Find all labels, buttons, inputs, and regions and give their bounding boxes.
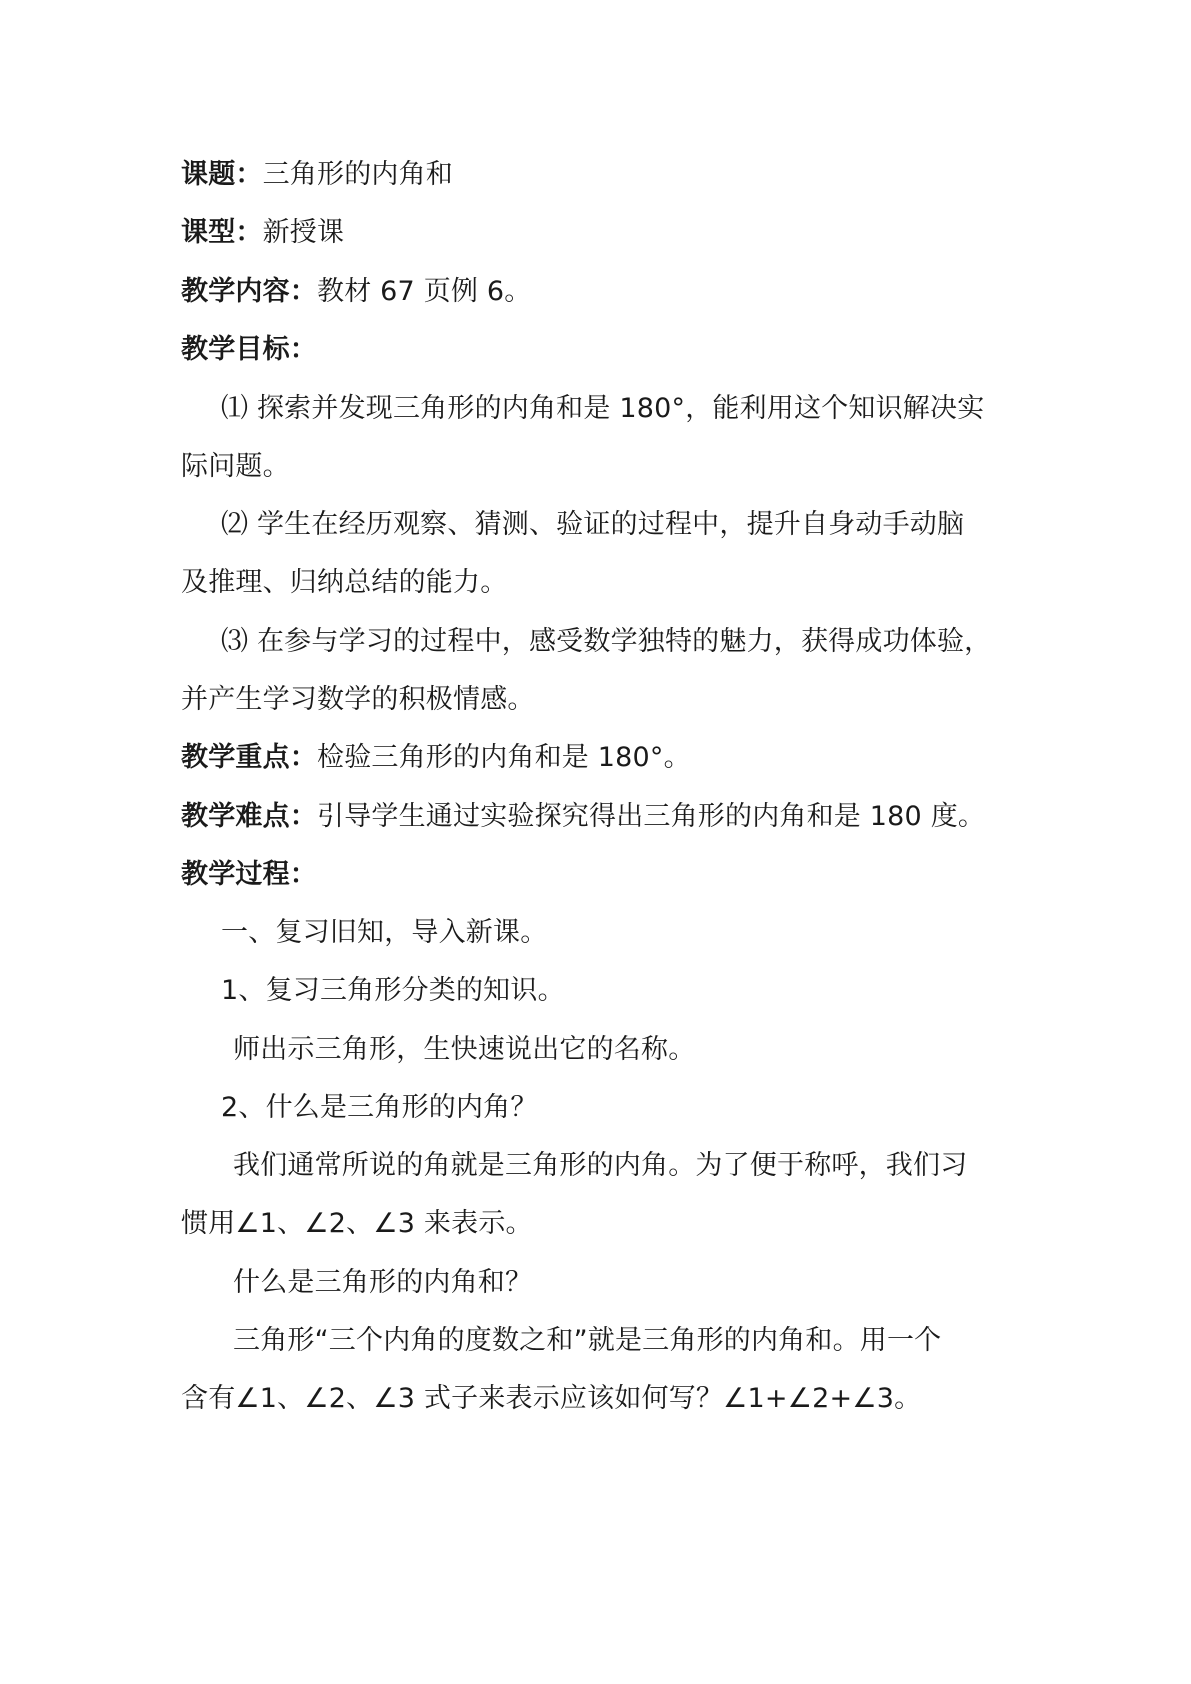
step-1-text: 师出示三角形，生快速说出它的名称。 (233, 1034, 696, 1065)
question-line: 什么是三角形的内角和？ (233, 1267, 533, 1298)
goal-3-line-2: 并产生学习数学的积极情感。 (181, 684, 535, 715)
goal-1-line-1: ⑴ 探索并发现三角形的内角和是 180°，能利用这个知识解决实 (221, 393, 985, 424)
answer-line-1: 三角形“三个内角的度数之和”就是三角形的内角和。用一个 (233, 1325, 942, 1356)
topic-label: 课题： (181, 159, 263, 190)
step-1-heading: 1、复习三角形分类的知识。 (221, 975, 565, 1006)
teaching-content-value: 教材 67 页例 6。 (317, 276, 532, 307)
difficulty-line (181, 797, 1021, 837)
teaching-goals-heading: 教学目标： (181, 334, 317, 365)
teaching-content-label: 教学内容： (181, 276, 317, 307)
lesson-type-label: 课型： (181, 217, 263, 248)
goal-3-line-1: ⑶ 在参与学习的过程中，感受数学独特的魅力，获得成功体验， (221, 626, 992, 657)
lesson-type-line (181, 213, 1021, 253)
step-2-text-line-1: 我们通常所说的角就是三角形的内角。为了便于称呼，我们习 (233, 1150, 968, 1181)
key-point-value: 检验三角形的内角和是 180°。 (317, 742, 691, 773)
teaching-content-line (181, 272, 1021, 312)
goal-2-line-1: ⑵ 学生在经历观察、猜测、验证的过程中，提升自身动手动脑 (221, 509, 965, 540)
key-point-label: 教学重点： (181, 742, 317, 773)
topic-value: 三角形的内角和 (262, 159, 454, 190)
difficulty-value: 引导学生通过实验探究得出三角形的内角和是 180 度。 (317, 801, 986, 832)
step-2-text-line-2: 惯用∠1、∠2、∠3 来表示。 (181, 1208, 533, 1239)
goal-2-line-2: 及推理、归纳总结的能力。 (181, 567, 508, 598)
lesson-type-value: 新授课 (262, 217, 345, 248)
difficulty-label: 教学难点： (181, 801, 317, 832)
step-2-heading: 2、什么是三角形的内角？ (221, 1092, 538, 1123)
key-point-line (181, 738, 1021, 778)
section-1-heading: 一、复习旧知，导入新课。 (221, 917, 548, 948)
answer-line-2: 含有∠1、∠2、∠3 式子来表示应该如何写？∠1+∠2+∠3。 (181, 1383, 922, 1414)
topic-line (181, 155, 1021, 195)
teaching-process-heading: 教学过程： (181, 859, 317, 890)
goal-1-line-2: 际问题。 (181, 451, 290, 482)
